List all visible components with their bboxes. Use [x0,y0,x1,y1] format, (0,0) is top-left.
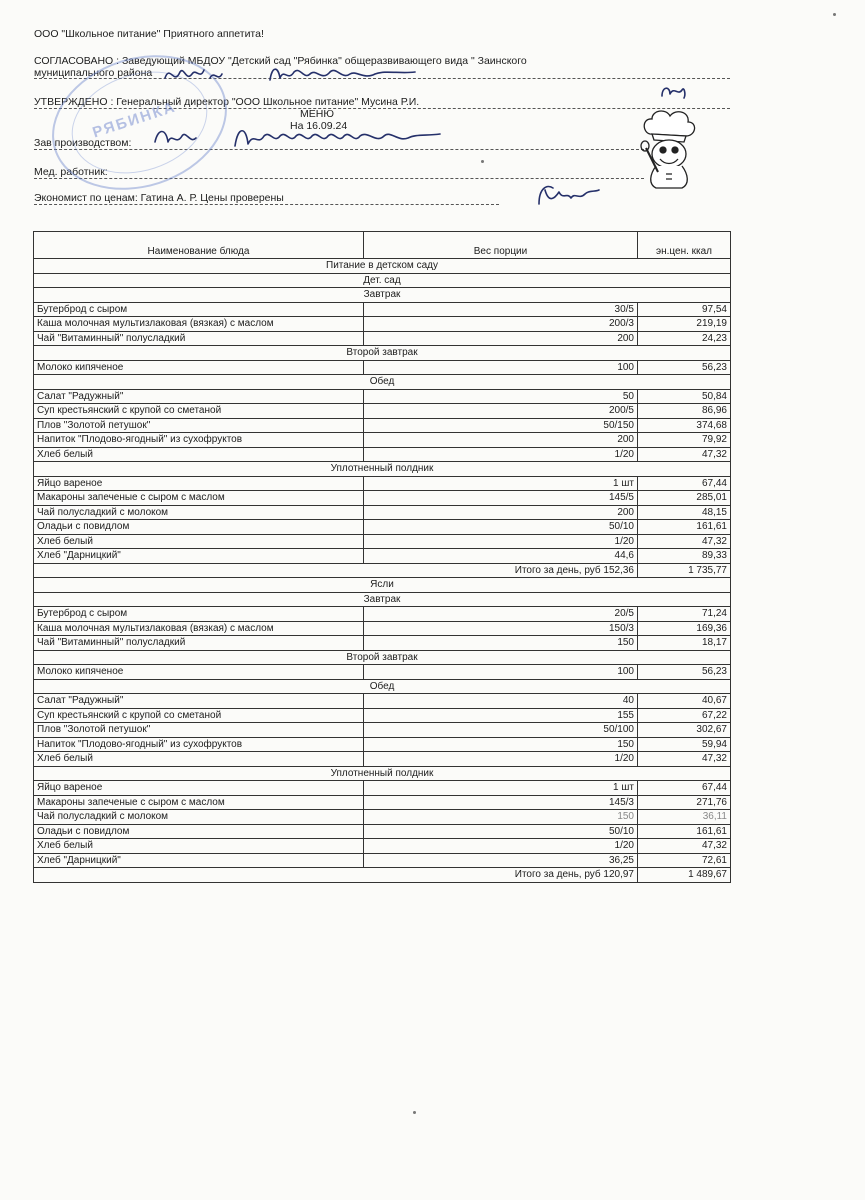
table-row [34,418,731,433]
dish-name: Чай "Витаминный" полусладкий [34,331,364,346]
portion-weight: 1/20 [364,839,638,854]
portion-weight: 1 шт [364,781,638,796]
menu-table-body [34,259,731,883]
table-row [34,737,731,752]
dish-name: Каша молочная мультизлаковая (вязкая) с маслом [34,621,364,636]
portion-weight: 1/20 [364,752,638,767]
section-title: Завтрак [34,592,731,607]
director-signature [160,60,430,88]
portion-weight: 20/5 [364,607,638,622]
table-row [34,476,731,491]
dish-name: Чай "Витаминный" полусладкий [34,636,364,651]
portion-weight: 150 [364,636,638,651]
dish-name: Каша молочная мультизлаковая (вязкая) с маслом [34,317,364,332]
dish-name: Салат "Радужный" [34,694,364,709]
portion-weight: 50/10 [364,824,638,839]
dish-name: Хлеб белый [34,839,364,854]
dish-name: Плов "Золотой петушок" [34,723,364,738]
dish-name: Молоко кипяченое [34,665,364,680]
portion-weight: 200 [364,505,638,520]
table-row [34,824,731,839]
energy-kcal: 59,94 [638,737,731,752]
dish-name: Хлеб белый [34,752,364,767]
table-row [34,549,731,564]
speck [413,1111,416,1114]
total-kcal: 1 735,77 [638,563,731,578]
section-title: Ясли [34,578,731,593]
table-row [34,607,731,622]
production-head-line: Зав производством: [34,137,132,149]
table-row [34,505,731,520]
dish-name: Хлеб "Дарницкий" [34,853,364,868]
menu-date: На 16.09.24 [290,120,348,132]
section-title: Обед [34,375,731,390]
table-row [34,752,731,767]
portion-weight: 1/20 [364,534,638,549]
table-row [34,520,731,535]
dish-name: Макароны запеченые с сыром с маслом [34,795,364,810]
energy-kcal: 67,22 [638,708,731,723]
table-row [34,723,731,738]
table-row [34,621,731,636]
dish-name: Салат "Радужный" [34,389,364,404]
dish-name: Бутерброд с сыром [34,302,364,317]
header-energy-kcal: эн.цен. ккал [638,232,731,259]
dish-name: Чай полусладкий с молоком [34,505,364,520]
dish-name: Хлеб белый [34,447,364,462]
energy-kcal: 97,54 [638,302,731,317]
portion-weight: 200 [364,331,638,346]
dish-name: Молоко кипяченое [34,360,364,375]
section-row [34,259,731,274]
portion-weight: 50 [364,389,638,404]
table-row [34,795,731,810]
energy-kcal: 48,15 [638,505,731,520]
dish-name: Оладьи с повидлом [34,520,364,535]
small-initials-mark [658,82,688,104]
agreed-line-2: муниципального района [34,67,153,79]
total-row [34,563,731,578]
section-row [34,346,731,361]
table-row [34,331,731,346]
dish-name: Яйцо вареное [34,781,364,796]
energy-kcal: 56,23 [638,360,731,375]
portion-weight: 155 [364,708,638,723]
table-row [34,447,731,462]
energy-kcal: 161,61 [638,824,731,839]
table-row [34,317,731,332]
dish-name: Плов "Золотой петушок" [34,418,364,433]
energy-kcal: 40,67 [638,694,731,709]
speck [481,160,484,163]
dish-name: Чай полусладкий с молоком [34,810,364,825]
energy-kcal: 47,32 [638,534,731,549]
portion-weight: 200/3 [364,317,638,332]
portion-weight: 50/100 [364,723,638,738]
energy-kcal: 36,11 [638,810,731,825]
table-row [34,708,731,723]
energy-kcal: 219,19 [638,317,731,332]
section-title: Завтрак [34,288,731,303]
energy-kcal: 302,67 [638,723,731,738]
menu-table [33,231,731,883]
stamp-text: РЯБИНКА [90,98,179,142]
section-row [34,578,731,593]
table-row [34,636,731,651]
dish-name: Макароны запеченые с сыром с маслом [34,491,364,506]
energy-kcal: 18,17 [638,636,731,651]
energy-kcal: 79,92 [638,433,731,448]
total-row [34,868,731,883]
section-row [34,375,731,390]
energy-kcal: 67,44 [638,476,731,491]
table-row [34,839,731,854]
portion-weight: 200 [364,433,638,448]
energy-kcal: 47,32 [638,447,731,462]
energy-kcal: 50,84 [638,389,731,404]
dish-name: Оладьи с повидлом [34,824,364,839]
economist-signature [533,180,603,208]
energy-kcal: 86,96 [638,404,731,419]
agreed-line: СОГЛАСОВАНО : Заведующий МБДОУ "Детский сад "Рябинка" общеразвивающего вида " Заинского [34,55,527,67]
energy-kcal: 71,24 [638,607,731,622]
medic-line: Мед. работник: [34,166,108,178]
economist-line: Экономист по ценам: Гатина А. Р. Цены проверены [34,192,284,204]
table-row [34,694,731,709]
economist-underline [34,204,499,205]
section-row [34,679,731,694]
table-row [34,360,731,375]
table-row [34,853,731,868]
table-row [34,810,731,825]
portion-weight: 1 шт [364,476,638,491]
portion-weight: 150 [364,810,638,825]
section-row [34,650,731,665]
portion-weight: 50/150 [364,418,638,433]
section-title: Уплотненный полдник [34,462,731,477]
table-row [34,433,731,448]
total-label: Итого за день, руб 152,36 [34,563,638,578]
energy-kcal: 374,68 [638,418,731,433]
dish-name: Хлеб белый [34,534,364,549]
table-row [34,302,731,317]
approved-line: УТВЕРЖДЕНО : Генеральный директор "ООО Школьное питание" Мусина Р.И. [34,96,420,108]
dish-name: Напиток "Плодово-ягодный" из сухофруктов [34,433,364,448]
dish-name: Напиток "Плодово-ягодный" из сухофруктов [34,737,364,752]
portion-weight: 36,25 [364,853,638,868]
energy-kcal: 47,32 [638,839,731,854]
portion-weight: 145/3 [364,795,638,810]
portion-weight: 150/3 [364,621,638,636]
table-row [34,665,731,680]
section-row [34,273,731,288]
speck [833,13,836,16]
energy-kcal: 285,01 [638,491,731,506]
portion-weight: 44,6 [364,549,638,564]
section-row [34,462,731,477]
portion-weight: 145/5 [364,491,638,506]
section-row [34,592,731,607]
energy-kcal: 169,36 [638,621,731,636]
section-title: Второй завтрак [34,650,731,665]
section-row [34,766,731,781]
energy-kcal: 67,44 [638,781,731,796]
portion-weight: 150 [364,737,638,752]
portion-weight: 30/5 [364,302,638,317]
section-title: Дет. сад [34,273,731,288]
energy-kcal: 47,32 [638,752,731,767]
dish-name: Хлеб "Дарницкий" [34,549,364,564]
header-portion-weight: Вес порции [364,232,638,259]
chef-illustration [636,108,702,190]
portion-weight: 1/20 [364,447,638,462]
section-title: Уплотненный полдник [34,766,731,781]
portion-weight: 50/10 [364,520,638,535]
menu-title: МЕНЮ [300,108,334,120]
portion-weight: 40 [364,694,638,709]
dish-name: Яйцо вареное [34,476,364,491]
header-dish-name: Наименование блюда [34,232,364,259]
table-row [34,534,731,549]
portion-weight: 100 [364,665,638,680]
energy-kcal: 161,61 [638,520,731,535]
production-signature [150,122,450,154]
dish-name: Бутерброд с сыром [34,607,364,622]
table-row [34,389,731,404]
table-header-row [34,232,731,259]
energy-kcal: 271,76 [638,795,731,810]
energy-kcal: 89,33 [638,549,731,564]
section-title: Обед [34,679,731,694]
dish-name: Суп крестьянский с крупой со сметаной [34,404,364,419]
portion-weight: 100 [364,360,638,375]
company-line: ООО "Школьное питание" Приятного аппетита! [34,28,264,40]
total-kcal: 1 489,67 [638,868,731,883]
portion-weight: 200/5 [364,404,638,419]
energy-kcal: 24,23 [638,331,731,346]
total-label: Итого за день, руб 120,97 [34,868,638,883]
energy-kcal: 56,23 [638,665,731,680]
table-row [34,781,731,796]
section-title: Второй завтрак [34,346,731,361]
energy-kcal: 72,61 [638,853,731,868]
table-row [34,491,731,506]
section-row [34,288,731,303]
table-row [34,404,731,419]
dish-name: Суп крестьянский с крупой со сметаной [34,708,364,723]
section-title: Питание в детском саду [34,259,731,274]
